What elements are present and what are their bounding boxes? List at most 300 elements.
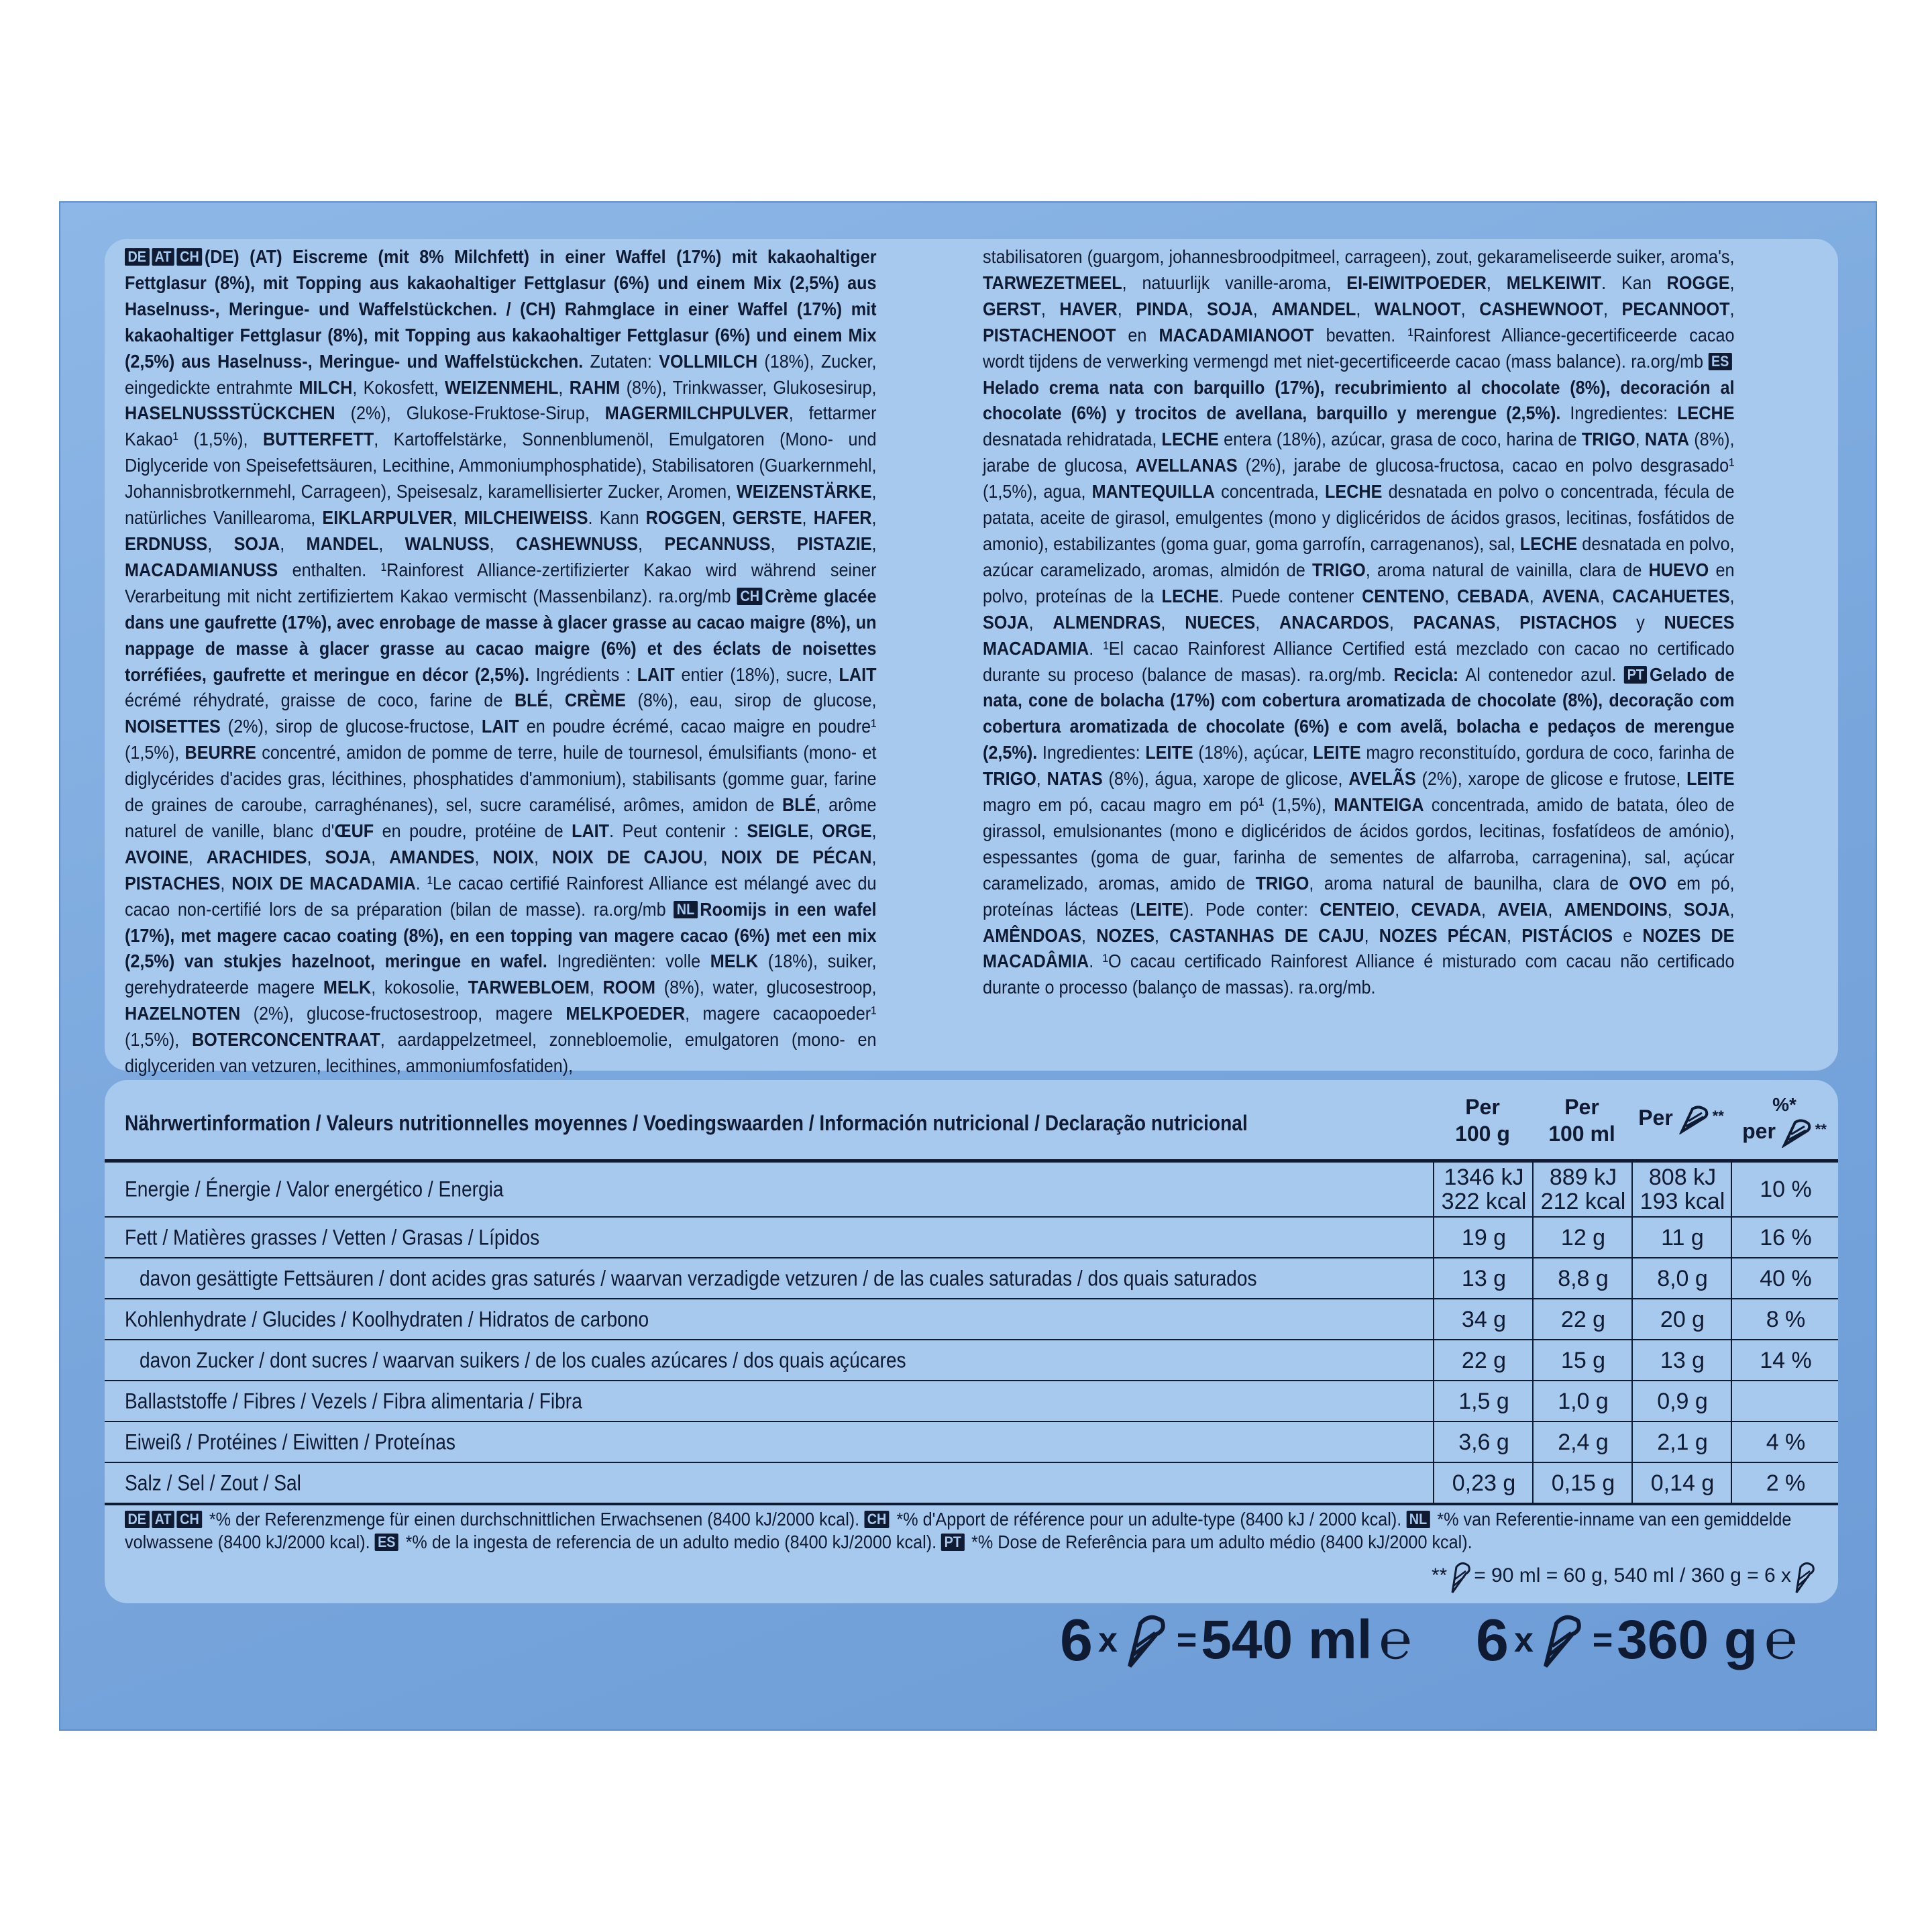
ice-cream-cone-icon <box>1123 1611 1173 1669</box>
ingredient-text: , <box>452 507 464 529</box>
allergen-text: PISTACHES <box>125 872 221 894</box>
nutrient-value: 1,0 g <box>1532 1381 1633 1421</box>
ingredient-text: (2%), glucose-fructosestroop, magere <box>240 1003 566 1024</box>
allergen-text: PISTACHENOOT <box>983 324 1116 345</box>
allergen-text: HAZELNOTEN <box>125 1003 241 1024</box>
allergen-text: BOTERCONCENTRAAT <box>191 1029 380 1051</box>
country-flag-badge: AT <box>152 248 174 266</box>
ingredient-text: , kokosolie, <box>371 977 468 998</box>
allergen-text: LEITE <box>1135 898 1184 920</box>
ingredient-text: , <box>188 846 207 867</box>
allergen-text: HAFER <box>813 507 872 529</box>
ingredient-text: , <box>1356 298 1375 319</box>
allergen-text: CACAHUETES <box>1612 585 1730 606</box>
allergen-text: NOISETTES <box>125 716 221 737</box>
ingredient-text: e <box>1613 924 1643 946</box>
allergen-text: CENTENO <box>1362 585 1445 606</box>
equals-sign: = <box>1176 1621 1197 1660</box>
ingredient-text: , <box>1529 585 1542 606</box>
nutrient-value: 0,15 g <box>1532 1463 1633 1503</box>
equals-sign: = <box>1592 1621 1613 1660</box>
allergen-text: LAIT <box>481 716 519 737</box>
nutrient-value: 3,6 g <box>1433 1422 1534 1462</box>
nutrient-value: 2,4 g <box>1532 1422 1633 1462</box>
allergen-text: SOJA <box>983 611 1029 633</box>
ingredient-text: (18%), suiker, gerehydrateerde magere <box>125 951 877 998</box>
ingredient-text: , <box>1036 768 1047 790</box>
ingredient-text: , <box>307 846 325 867</box>
allergen-text: PECANNUSS <box>664 533 771 554</box>
weight-value: 360 g <box>1617 1609 1758 1670</box>
allergen-text: ORGE <box>822 820 872 841</box>
ingredient-text: , Kartoffelstärke, Sonnenblumenöl, Emulgatoren (Mono- und Diglyceride von Speisefettsäuren, Lecithine, Ammoniumphosphatide), Stabilisatoren (Guarkernmehl, Johannisbrotkernmehl, Carrageen), Speisesalz, karamellisierter Zucker, Aromen, <box>125 429 877 502</box>
ingredient-text: écrémé réhydraté, graisse de coco, farine de <box>125 690 515 711</box>
nutrient-value: 2 % <box>1731 1463 1838 1503</box>
ingredient-text: , <box>1028 611 1053 633</box>
ingredient-text: , <box>1460 298 1480 319</box>
energy-value: 322 kcal <box>1441 1189 1527 1214</box>
ingredient-text: (2%), sirop de glucose-fructose, <box>220 716 482 737</box>
country-flag-badge: DE <box>125 1511 150 1528</box>
header-per-label: Per <box>1638 1106 1673 1130</box>
allergen-text: LECHE <box>1519 533 1578 554</box>
ingredient-text: (2%), jarabe de glucosa-fructosa, cacao en polvo desgrasado¹ (1,5%), agua, <box>983 455 1735 502</box>
energy-value: 1346 kJ <box>1444 1165 1524 1190</box>
nutrient-value <box>1532 1163 1633 1216</box>
ingredient-text: , <box>1395 898 1411 920</box>
ingredient-text: , <box>1188 298 1208 319</box>
ingredient-text: , <box>871 846 877 867</box>
ingredient-text: . ¹O cacau certificado Rainforest Alliance é misturado com cacau não certificado durante o processo (balanço de massas). ra.org/mb. <box>983 951 1735 998</box>
allergen-text: LECHE <box>1325 481 1383 502</box>
ingredient-text: , magere cacaopoeder¹ (1,5%), <box>125 1003 877 1051</box>
nutrient-label: davon gesättigte Fettsäuren / dont acides gras saturés / waarvan verzadigde vetzuren / de las cuales saturadas / dos quais saturados <box>140 1266 1257 1290</box>
ingredient-text: , <box>1548 898 1564 920</box>
allergen-text: NOIX DE PÉCAN <box>720 846 872 867</box>
nutrient-label: Energie / Énergie / Valor energético / Energia <box>125 1177 504 1201</box>
ingredient-text: (2%), Glukose-Fruktose-Sirup, <box>335 402 605 424</box>
volume-value: 540 ml <box>1201 1609 1373 1670</box>
net-volume <box>1060 1607 1412 1674</box>
ingredient-text: , <box>808 820 822 841</box>
allergen-text: AVELÃS <box>1348 768 1416 790</box>
nutrition-row <box>105 1422 1838 1463</box>
ingredient-text: entera (18%), azúcar, grasa de coco, harina de <box>1218 429 1582 450</box>
allergen-text: ERDNUSS <box>125 533 208 554</box>
nutrition-row <box>105 1218 1838 1258</box>
allergen-text: PISTAZIE <box>796 533 872 554</box>
ingredient-text: . Kann <box>588 507 646 529</box>
energy-value: 193 kcal <box>1640 1189 1725 1214</box>
allergen-text: CASTANHAS DE CAJU <box>1169 924 1364 946</box>
ingredient-text: , <box>1389 611 1413 633</box>
ingredient-text: , <box>489 533 517 554</box>
country-flag-badge: NL <box>1406 1511 1430 1528</box>
ingredient-text: em pó, proteínas lácteas ( <box>983 872 1735 920</box>
ingredient-text: , <box>1507 924 1522 946</box>
allergen-text: BEURRE <box>184 742 256 763</box>
allergen-text: WEIZENSTÄRKE <box>736 481 872 502</box>
ingredient-text: , natuurlijk vanille-aroma, <box>1122 272 1347 293</box>
nutrient-value: 15 g <box>1532 1340 1633 1380</box>
ingredient-text: , <box>1729 272 1735 293</box>
ingredient-text: (8%), eau, sirop de glucose, <box>625 690 877 711</box>
allergen-text: MILCHEIWEISS <box>464 507 588 529</box>
allergen-text: Helado crema nata con barquillo (17%), recubrimiento al chocolate (8%), decoración al chocolate (6%) y trocitos de avellana, barquillo y merengue (2,5%). <box>983 376 1735 424</box>
ingredient-text: , <box>1255 611 1280 633</box>
header-reference-intake <box>1731 1093 1838 1148</box>
allergen-text: MELKPOEDER <box>566 1003 686 1024</box>
nutrient-label: Salz / Sel / Zout / Sal <box>125 1470 301 1495</box>
nutrient-value: 0,9 g <box>1631 1381 1732 1421</box>
ingredient-text: , <box>638 533 665 554</box>
ingredient-text: Ingrédients : <box>529 663 637 685</box>
allergen-text: LAIT <box>572 820 610 841</box>
allergen-text: MILCH <box>299 376 353 398</box>
ingredient-text: . ¹El cacao Rainforest Alliance Certified está mezclado con cacao no certificado durante su proceso (balance de masas). ra.org/mb. <box>983 637 1735 685</box>
nutrition-row <box>105 1258 1838 1299</box>
allergen-text: ŒUF <box>334 820 374 841</box>
ingredient-text: , <box>1729 898 1735 920</box>
allergen-text: PECANNOOT <box>1621 298 1730 319</box>
header-per-portion <box>1631 1103 1731 1134</box>
nutrition-title: Nährwertinformation / Valeurs nutritionnelles moyennes / Voedingswaarden / Información nutricional / Declaração nutricional <box>125 1111 1248 1135</box>
ingredient-text: . Puede contener <box>1219 585 1362 606</box>
nutrient-value: 0,14 g <box>1631 1463 1732 1503</box>
allergen-text: ARACHIDES <box>206 846 307 867</box>
ingredient-text: (2%), xarope de glicose e frutose, <box>1415 768 1687 790</box>
allergen-text: GERST <box>983 298 1041 319</box>
allergen-text: CRÈME <box>564 690 626 711</box>
ingredient-text: . Kan <box>1601 272 1667 293</box>
ingredient-text: , <box>1081 924 1097 946</box>
ingredient-text: desnatada en polvo, azúcar caramelizado, aromas, almidón de <box>983 533 1735 580</box>
ice-cream-cone-icon <box>1791 1559 1818 1594</box>
allergen-text: HUEVO <box>1648 559 1709 580</box>
allergen-text: GERSTE <box>732 507 802 529</box>
allergen-text: ALMENDRAS <box>1053 611 1161 633</box>
allergen-text: NUECES MACADAMIA <box>983 611 1735 659</box>
count: 6 <box>1476 1607 1509 1673</box>
ingredient-text: , <box>770 533 797 554</box>
ingredient-text: magro em pó, cacau magro em pó¹ (1,5%), <box>983 794 1334 816</box>
ingredient-text: (18%), açúcar, <box>1193 742 1313 763</box>
ingredient-text: , <box>1117 298 1136 319</box>
allergen-text: BUTTERFETT <box>263 429 374 450</box>
allergen-text: CENTEIO <box>1320 898 1395 920</box>
reference-intake-footnote <box>125 1508 1803 1554</box>
energy-value: 889 kJ <box>1549 1165 1617 1190</box>
allergen-text: OVO <box>1629 872 1667 894</box>
allergen-text: CEBADA <box>1456 585 1529 606</box>
energy-value: 808 kJ <box>1648 1165 1717 1190</box>
nutrient-value: 10 % <box>1731 1163 1838 1216</box>
allergen-text: MAGERMILCHPULVER <box>604 402 789 424</box>
ingredient-text: entier (18%), sucre, <box>674 663 839 685</box>
allergen-text: NOIX DE MACADAMIA <box>231 872 416 894</box>
allergen-text: ROGGE <box>1666 272 1730 293</box>
ingredient-text: concentrada, <box>1214 481 1326 502</box>
ingredient-text: ). Pode conter: <box>1183 898 1320 920</box>
nutrient-value: 12 g <box>1532 1218 1633 1257</box>
allergen-text: HAVER <box>1059 298 1118 319</box>
allergen-text: NOIX DE CAJOU <box>552 846 703 867</box>
allergen-text: TRIGO <box>1581 429 1635 450</box>
nutrient-label: davon Zucker / dont sucres / waarvan suikers / de los cuales azúcares / dos quais açúcares <box>140 1348 906 1372</box>
country-flag-badge: CH <box>177 248 203 266</box>
ingredient-text: Ingredientes: <box>1560 402 1678 424</box>
ingredient-text: , <box>802 507 814 529</box>
allergen-text: TRIGO <box>1311 559 1366 580</box>
ingredient-text: , natürliches Vanillearoma, <box>125 481 877 529</box>
ingredient-text: Al contenedor azul. <box>1458 663 1625 685</box>
allergen-text: CASHEWNUSS <box>516 533 639 554</box>
allergen-text: EI-EIWITPOEDER <box>1346 272 1487 293</box>
nutrient-label: Fett / Matières grasses / Vetten / Grasas / Lípidos <box>125 1225 540 1249</box>
times-sign: x <box>1097 1621 1118 1660</box>
e-mark-icon: ℮ <box>1764 1609 1798 1670</box>
allergen-text: SEIGLE <box>747 820 809 841</box>
ingredient-text: *% de la ingesta de referencia de un adulto medio (8400 kJ/2000 kcal). <box>400 1532 942 1552</box>
country-flag-badge: ES <box>375 1534 398 1551</box>
ingredient-text: , <box>1667 898 1684 920</box>
portion-definition: = 90 ml = 60 g, 540 ml / 360 g = 6 x <box>1474 1564 1791 1587</box>
nutrient-value: 1,5 g <box>1433 1381 1534 1421</box>
allergen-text: SOJA <box>1683 898 1730 920</box>
ingredient-text: Zutaten: <box>583 350 659 372</box>
allergen-text: WEIZENMEHL <box>445 376 559 398</box>
nutrient-value: 8,0 g <box>1631 1258 1732 1298</box>
ingredient-text: , fettarmer Kakao¹ (1,5%), <box>125 402 877 450</box>
allergen-text: SOJA <box>1207 298 1253 319</box>
ingredient-text: (8%), Trinkwasser, Glukosesirup, <box>620 376 877 398</box>
nutrient-value: 20 g <box>1631 1299 1732 1339</box>
allergen-text: BLÉ <box>782 794 816 816</box>
ingredient-text: , <box>474 846 493 867</box>
energy-value: 212 kcal <box>1540 1189 1626 1214</box>
ingredient-text: , <box>220 872 232 894</box>
allergen-text: AVOINE <box>125 846 189 867</box>
allergen-text: PISTACHOS <box>1519 611 1617 633</box>
portion-note <box>1432 1559 1818 1594</box>
ice-cream-cone-icon <box>1782 1118 1815 1148</box>
allergen-text: TARWEZETMEEL <box>983 272 1122 293</box>
allergen-text: TARWEBLOEM <box>468 977 590 998</box>
nutrient-value <box>1433 1163 1534 1216</box>
ingredient-text: , <box>1444 585 1457 606</box>
allergen-text: LAIT <box>839 663 877 685</box>
allergen-text: (DE) (AT) Eiscreme (mit 8% Milchfett) in einer Waffel (17%) mit kakaohaltiger Fettglasur (8%), mit Topping aus kakaohaltiger Fettglasur (6%) und einem Mix (2,5%) aus Haselnuss-, Meringue- und Waffelstückchen. / (CH) Rahmglace in einer Waffel (17%) mit kakaohaltiger Fettglasur (8%), mit Topping aus kakaohaltiger Fettglasur (6%) und einem Mix (2,5%) aus Haselnuss-, Meringue- und Waffelstückchen. <box>125 246 877 372</box>
country-flag-badge: CH <box>177 1511 203 1528</box>
allergen-text: AVENA <box>1542 585 1600 606</box>
ingredient-text: , <box>1603 298 1622 319</box>
nutrient-label: Eiweiß / Protéines / Eiwitten / Proteínas <box>125 1430 456 1454</box>
ingredient-text: concentré, amidon de pomme de terre, huile de tournesol, émulsifiants (mono- et diglycérides d'acides gras, lécithines, phosphatides d'ammonium), stabilisants (gomme guar, farine de graines de caroube, carraghénanes), sel, sucre caramélisé, arômes, amidon de <box>125 742 877 816</box>
allergen-text: HASELNUSSSTÜCKCHEN <box>125 402 335 424</box>
ingredient-text: concentrada, amido de batata, óleo de girassol, emulsionantes (mono e diglicéridos de ácidos gordos, lecitinas, fosfatídeos de amónio), espessantes (goma de guar, farinha de sementes de alfarroba, carragenina), sal, açúcar caramelizado, aromas, amido de <box>983 794 1735 894</box>
allergen-text: RAHM <box>569 376 621 398</box>
allergen-text: NATA <box>1644 429 1690 450</box>
country-flag-badge: CH <box>864 1511 890 1528</box>
allergen-text: AVEIA <box>1497 898 1548 920</box>
allergen-text: LEITE <box>1145 742 1193 763</box>
ingredient-text: , <box>280 533 307 554</box>
double-asterisk: ** <box>1712 1108 1724 1124</box>
allergen-text: AMÊNDOAS <box>983 924 1082 946</box>
nutrient-value: 13 g <box>1631 1340 1732 1380</box>
ingredient-text: , <box>871 533 877 554</box>
ingredient-text: desnatada rehidratada, <box>983 429 1162 450</box>
ingredient-text: *% d'Apport de référence pour un adulte-type (8400 kJ / 2000 kcal). <box>892 1509 1407 1529</box>
country-flag-badge: PT <box>941 1534 964 1551</box>
nutrient-value: 14 % <box>1731 1340 1838 1380</box>
allergen-text: WALNOOT <box>1374 298 1461 319</box>
ingredient-text: , <box>1486 272 1507 293</box>
ingredient-text: bevatten. ¹Rainforest Alliance-gecertificeerde cacao wordt tijdens de verwerking vermengd met niet-gecertificeerde cacao (mass balance). ra.org/mb <box>983 324 1735 372</box>
country-flag-badge: AT <box>152 1511 174 1528</box>
allergen-text: NOZES <box>1096 924 1155 946</box>
header-per-label: Per <box>1564 1095 1599 1119</box>
double-asterisk: ** <box>1815 1121 1827 1138</box>
nutrient-value: 11 g <box>1631 1218 1732 1257</box>
ingredient-text: magro reconstituído, gordura de coco, farinha de <box>1360 742 1735 763</box>
allergen-text: MELK <box>323 977 372 998</box>
allergen-text: Recicla: <box>1393 663 1459 685</box>
ingredient-text: *% der Referenzmenge für einen durchschnittlichen Erwachsenen (8400 kJ/2000 kcal). <box>204 1509 865 1529</box>
ingredient-text: , <box>1252 298 1272 319</box>
ingredient-text: , <box>1481 898 1498 920</box>
allergen-text: LECHE <box>1161 429 1219 450</box>
allergen-text: BLÉ <box>514 690 549 711</box>
allergen-text: ROGGEN <box>645 507 721 529</box>
allergen-text: LEITE <box>1313 742 1361 763</box>
nutrition-row <box>105 1340 1838 1381</box>
nutrient-value: 19 g <box>1433 1218 1534 1257</box>
ingredient-text: *% van Referentie-inname van een gemiddelde volwassene (8400 kJ/2000 kcal). <box>125 1509 1792 1552</box>
ingredient-text: , <box>1729 585 1735 606</box>
allergen-text: MANDEL <box>306 533 379 554</box>
ingredient-text: , arôme naturel de vanille, blanc d' <box>125 794 877 841</box>
ingredient-text: , <box>207 533 234 554</box>
nutrient-value <box>1731 1381 1838 1421</box>
nutrient-value: 0,23 g <box>1433 1463 1534 1503</box>
header-per-label: Per <box>1465 1095 1500 1119</box>
ingredient-text: en polvo, proteínas de la <box>983 559 1735 606</box>
ingredient-text: en poudre, protéine de <box>374 820 572 841</box>
nutrient-value: 16 % <box>1731 1218 1838 1257</box>
allergen-text: NUECES <box>1185 611 1256 633</box>
allergen-text: AMENDOINS <box>1564 898 1668 920</box>
ingredient-text: , <box>1364 924 1379 946</box>
ingredients-column-2 <box>983 244 1735 1071</box>
allergen-text: MACADAMIANOOT <box>1159 324 1314 345</box>
allergen-text: VOLLMILCH <box>659 350 758 372</box>
allergen-text: AVELLANAS <box>1135 455 1238 476</box>
ingredient-text: , <box>1155 924 1170 946</box>
ingredient-text: Ingrediënten: volle <box>547 951 710 972</box>
header-100g-label: 100 g <box>1455 1122 1510 1146</box>
ingredient-text: , <box>1729 298 1735 319</box>
ingredient-text: , <box>371 846 390 867</box>
allergen-text: NATAS <box>1046 768 1103 790</box>
allergen-text: LECHE <box>1677 402 1735 424</box>
ingredient-text: (8%), água, xarope de glicose, <box>1102 768 1349 790</box>
nutrition-row <box>105 1299 1838 1340</box>
allergen-text: AMANDES <box>389 846 475 867</box>
ingredient-text: , <box>871 820 877 841</box>
allergen-text: NOZES DE MACADÂMIA <box>983 924 1735 972</box>
allergen-text: TRIGO <box>983 768 1036 790</box>
ingredient-text: , <box>1161 611 1185 633</box>
nutrient-value: 22 g <box>1433 1340 1534 1380</box>
allergen-text: LAIT <box>637 663 675 685</box>
country-flag-badge: DE <box>125 248 150 266</box>
nutrition-row <box>105 1463 1838 1505</box>
ingredient-text: (8%), jarabe de glucosa, <box>983 429 1735 476</box>
allergen-text: TRIGO <box>1255 872 1309 894</box>
ingredient-text: stabilisatoren (guargom, johannesbroodpitmeel, carrageen), zout, gekarameliseerde suiker, aroma's, <box>983 246 1735 267</box>
ingredients-column-1 <box>125 244 877 1077</box>
ingredient-text: (8%), water, glucosestroop, <box>655 977 877 998</box>
ingredients-box <box>105 239 1838 1077</box>
nutrition-header <box>105 1080 1838 1163</box>
nutrient-value: 4 % <box>1731 1422 1838 1462</box>
allergen-text: ANACARDOS <box>1279 611 1389 633</box>
allergen-text: CEVADA <box>1411 898 1482 920</box>
allergen-text: PACANAS <box>1413 611 1496 633</box>
ingredient-text: Ingredientes: <box>1037 742 1146 763</box>
allergen-text: MANTEIGA <box>1334 794 1424 816</box>
header-per-100g <box>1433 1093 1532 1147</box>
net-weight <box>1476 1607 1797 1674</box>
nutrient-value: 8,8 g <box>1532 1258 1633 1298</box>
ingredient-text: , <box>702 846 721 867</box>
allergen-text: AMANDEL <box>1271 298 1356 319</box>
ingredient-text: , <box>1635 429 1645 450</box>
ingredient-text: . ¹Le cacao certifié Rainforest Alliance est mélangé avec du cacao non-certifié lors de sa préparation (bilan de masse). ra.org/mb <box>125 872 877 920</box>
ingredient-text: , Kokosfett, <box>352 376 445 398</box>
times-sign: x <box>1513 1621 1534 1660</box>
allergen-text: Roomijs in een wafel (17%), met magere cacao coating (8%), en een topping van magere cacao (6%) met een mix (2,5%) van stukjes hazelnoot, meringue en wafel. <box>125 898 877 972</box>
allergen-text: PINDA <box>1136 298 1189 319</box>
ingredient-text: , <box>1495 611 1520 633</box>
ingredient-text: , aroma natural de vainilla, clara de <box>1365 559 1649 580</box>
ingredient-text: , <box>534 846 553 867</box>
nutrient-label: Kohlenhydrate / Glucides / Koolhydraten / Hidratos de carbono <box>125 1307 649 1331</box>
allergen-text: Crème glacée dans une gaufrette (17%), avec enrobage de masse à glacer grasse au cacao maigre (8%), un nappage de masse à glacer grasse au cacao maigre (6%) et des éclats de noisettes torréfiées, gaufrette et meringue en décor (2,5%). <box>125 585 877 685</box>
nutrient-value: 40 % <box>1731 1258 1838 1298</box>
ingredient-text: , <box>720 507 733 529</box>
allergen-text: MELKEIWIT <box>1506 272 1602 293</box>
nutrient-value: 2,1 g <box>1631 1422 1732 1462</box>
ingredient-text: , <box>1040 298 1060 319</box>
ice-cream-cone-icon <box>1447 1559 1474 1594</box>
allergen-text: WALNUSS <box>405 533 490 554</box>
ingredient-text: , <box>378 533 405 554</box>
ingredient-text: desnatada en polvo o concentrada, fécula de patata, aceite de girasol, emulgentes (mono y diglicéridos de ácidos grasos, lecitinas, fosfátidos de amonio), estabilizantes (goma guar, goma garrofín, carragenanos), sal, <box>983 481 1735 554</box>
country-flag-badge: NL <box>674 901 697 918</box>
ingredient-text: , aardappelzetmeel, zonnebloemolie, emulgatoren (mono- en diglyceriden van vetzuren, lecithines, ammoniumfosfatiden), <box>125 1029 877 1077</box>
nutrition-table <box>105 1080 1838 1603</box>
header-100ml-label: 100 ml <box>1548 1122 1615 1146</box>
ice-cream-cone-icon <box>1539 1611 1589 1669</box>
ingredient-text: , <box>1599 585 1613 606</box>
country-flag-badge: ES <box>1708 353 1731 370</box>
ingredient-text: *% Dose de Referência para um adulto médio (8400 kJ/2000 kcal). <box>967 1532 1472 1552</box>
nutrient-value <box>1631 1163 1732 1216</box>
ingredient-text: y <box>1617 611 1664 633</box>
allergen-text: Gelado de nata, cone de bolacha (17%) com cobertura aromatizada de chocolate (8%), decoração com cobertura aromatizada de chocolate (6%) e com avelã, bolacha e pedaços de merengue (2,5%). <box>983 663 1735 763</box>
